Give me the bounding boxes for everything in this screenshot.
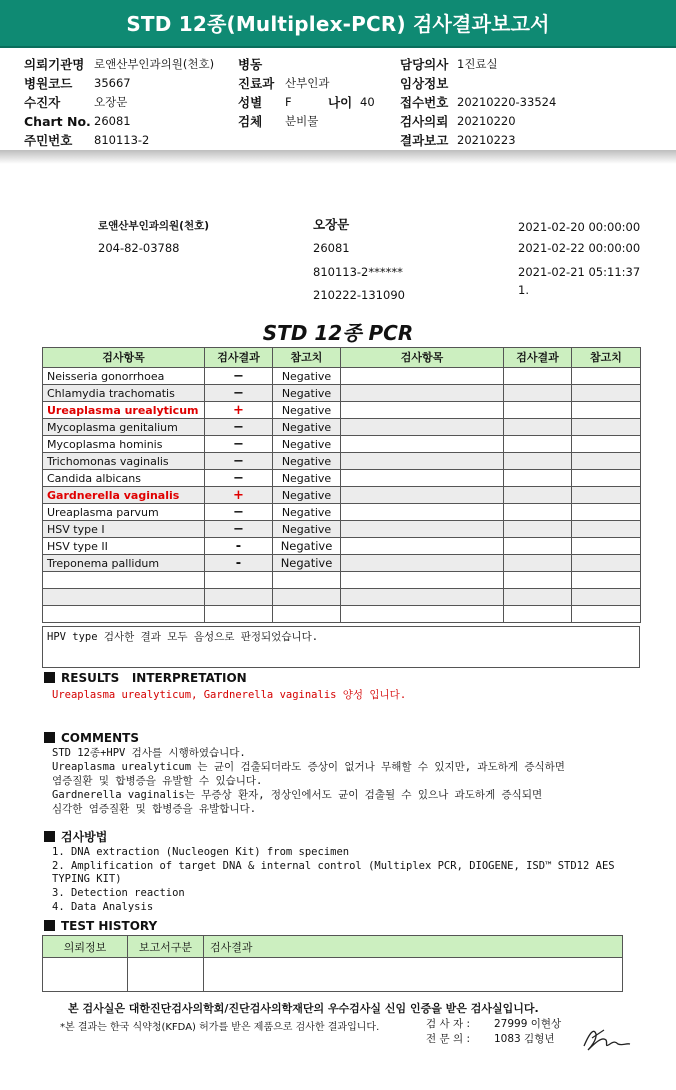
empty-cell xyxy=(504,555,572,572)
bullet-square-icon xyxy=(44,920,55,931)
table-row xyxy=(43,572,641,589)
bullet-square-icon xyxy=(44,672,55,683)
hosp-code-label: 병원코드 xyxy=(24,76,73,91)
test-ref-cell: Negative xyxy=(273,538,341,555)
age-value: 40 xyxy=(360,95,375,109)
dept-value: 산부인과 xyxy=(285,76,330,90)
col-header-result: 검사결과 xyxy=(205,348,273,368)
history-col-result: 검사결과 xyxy=(204,936,623,958)
request-field xyxy=(400,113,516,130)
empty-cell xyxy=(504,504,572,521)
empty-cell xyxy=(341,555,504,572)
empty-cell xyxy=(572,538,641,555)
chart-value: 26081 xyxy=(94,114,131,128)
result-sign: + xyxy=(233,487,244,503)
doctor-label: 담당의사 xyxy=(400,57,449,72)
test-result-cell xyxy=(205,470,273,487)
result-sign: − xyxy=(233,436,244,452)
id-field xyxy=(24,132,150,149)
chart-field xyxy=(24,113,131,130)
table-row xyxy=(43,487,641,504)
history-col-request: 의뢰정보 xyxy=(43,936,128,958)
test-result-cell xyxy=(205,521,273,538)
empty-cell xyxy=(572,402,641,419)
table-row xyxy=(43,521,641,538)
test-item-cell: Mycoplasma hominis xyxy=(43,436,205,453)
empty-cell xyxy=(341,521,504,538)
empty-cell xyxy=(341,572,504,589)
test-result-cell xyxy=(205,436,273,453)
test-item-cell: Candida albicans xyxy=(43,470,205,487)
history-cell xyxy=(204,958,623,992)
test-item-cell: Chlamydia trachomatis xyxy=(43,385,205,402)
empty-cell xyxy=(504,521,572,538)
dept-field xyxy=(238,75,330,92)
test-result-cell xyxy=(205,538,273,555)
empty-cell xyxy=(341,436,504,453)
org-label: 의뢰기관명 xyxy=(24,57,85,72)
empty-cell xyxy=(273,589,341,606)
header-divider xyxy=(0,150,676,164)
patient-label: 수진자 xyxy=(24,95,61,110)
age-label: 나이 xyxy=(328,95,353,110)
empty-cell xyxy=(205,589,273,606)
test-ref-cell: Negative xyxy=(273,385,341,402)
test-result-cell xyxy=(205,504,273,521)
test-ref-cell: Negative xyxy=(273,487,341,504)
bullet-square-icon xyxy=(44,732,55,743)
comments-line-3: 염증질환 및 합병증을 유발할 수 있습니다. xyxy=(52,775,263,787)
request-value: 20210220 xyxy=(457,114,516,128)
test-item-cell: Ureaplasma urealyticum xyxy=(43,402,205,419)
comments-line-2: Ureaplasma urealyticum 는 균이 검출되더라도 증상이 없거나 무해할 수 있지만, 과도하게 증식하면 xyxy=(52,761,565,773)
history-heading-text: TEST HISTORY xyxy=(61,919,158,933)
empty-cell xyxy=(504,368,572,385)
test-ref-cell: Negative xyxy=(273,368,341,385)
empty-cell xyxy=(205,606,273,623)
empty-cell xyxy=(273,606,341,623)
hosp-code-field xyxy=(24,75,131,92)
table-row xyxy=(43,470,641,487)
empty-cell xyxy=(341,538,504,555)
bullet-square-icon xyxy=(44,831,55,842)
specimen-field xyxy=(238,113,319,130)
method-line-3: TYPING KIT) xyxy=(52,873,122,885)
empty-cell xyxy=(572,419,641,436)
empty-cell xyxy=(341,419,504,436)
table-row xyxy=(43,589,641,606)
sex-field xyxy=(238,94,292,111)
result-sign: − xyxy=(233,453,244,469)
empty-cell xyxy=(572,470,641,487)
test-result-cell xyxy=(205,487,273,504)
results-table-header xyxy=(43,348,641,368)
specimen-value: 분비물 xyxy=(285,114,319,128)
empty-cell xyxy=(43,572,205,589)
method-line-2: 2. Amplification of target DNA & internal control (Multiplex PCR, DIOGENE, ISD™ STD12 AES xyxy=(52,860,615,872)
empty-cell xyxy=(43,606,205,623)
history-cell xyxy=(128,958,204,992)
empty-cell xyxy=(572,572,641,589)
test-item-cell: HSV type I xyxy=(43,521,205,538)
empty-cell xyxy=(572,453,641,470)
info-date1: 2021-02-20 00:00:00 xyxy=(518,220,641,234)
empty-cell xyxy=(572,606,641,623)
expert-label: 전 문 의 : xyxy=(426,1033,470,1045)
empty-cell xyxy=(504,606,572,623)
empty-cell xyxy=(572,589,641,606)
sex-label: 성별 xyxy=(238,95,263,110)
empty-cell xyxy=(572,487,641,504)
test-item-cell: Neisseria gonorrhoea xyxy=(43,368,205,385)
empty-cell xyxy=(572,504,641,521)
test-result-cell xyxy=(205,368,273,385)
results-table xyxy=(42,347,641,623)
info-sample: 210222-131090 xyxy=(313,288,405,302)
empty-cell xyxy=(572,436,641,453)
empty-cell xyxy=(341,402,504,419)
report-header xyxy=(0,53,676,153)
specimen-label: 검체 xyxy=(238,114,263,129)
result-sign: − xyxy=(233,385,244,401)
report-date-value: 20210223 xyxy=(457,133,516,147)
empty-cell xyxy=(572,555,641,572)
test-result-cell xyxy=(205,555,273,572)
table-row xyxy=(43,538,641,555)
col-header-item: 검사항목 xyxy=(43,348,205,368)
empty-cell xyxy=(572,521,641,538)
report-date-label: 결과보고 xyxy=(400,133,449,148)
comments-heading-text: COMMENTS xyxy=(61,731,139,745)
empty-cell xyxy=(341,453,504,470)
table-row xyxy=(43,453,641,470)
hpv-note: HPV type 검사한 결과 모두 음성으로 판정되었습니다. xyxy=(42,626,640,668)
test-ref-cell: Negative xyxy=(273,402,341,419)
patient-value: 오장문 xyxy=(94,95,128,109)
info-bizno: 204-82-03788 xyxy=(98,241,180,255)
info-date3-cont: 1. xyxy=(518,283,529,297)
clinical-field xyxy=(400,75,448,92)
empty-cell xyxy=(572,385,641,402)
test-result-cell xyxy=(205,385,273,402)
result-sign: − xyxy=(233,521,244,537)
clinical-label: 임상정보 xyxy=(400,76,449,91)
test-ref-cell: Negative xyxy=(273,555,341,572)
col-header-ref-2: 참고치 xyxy=(572,348,641,368)
test-item-cell: Trichomonas vaginalis xyxy=(43,453,205,470)
tester-value: 27999 이현상 xyxy=(494,1018,562,1030)
test-ref-cell: Negative xyxy=(273,419,341,436)
method-line-1: 1. DNA extraction (Nucleogen Kit) from specimen xyxy=(52,846,350,858)
request-label: 검사의뢰 xyxy=(400,114,449,129)
history-col-type: 보고서구분 xyxy=(128,936,204,958)
info-org: 로앤산부인과의원(천호) xyxy=(98,220,210,232)
receipt-value: 20210220-33524 xyxy=(457,95,557,109)
empty-cell xyxy=(504,589,572,606)
table-row xyxy=(43,606,641,623)
id-value: 810113-2 xyxy=(94,133,150,147)
empty-cell xyxy=(504,487,572,504)
empty-cell xyxy=(341,487,504,504)
chart-label: Chart No. xyxy=(24,114,91,129)
receipt-label: 접수번호 xyxy=(400,95,449,110)
empty-cell xyxy=(504,402,572,419)
info-name: 오장문 xyxy=(313,217,350,232)
report-title: STD 12종(Multiplex-PCR) 검사결과보고서 xyxy=(0,0,676,48)
id-label: 주민번호 xyxy=(24,133,73,148)
results-heading xyxy=(44,671,247,685)
results-text: Ureaplasma urealyticum, Gardnerella vaginalis 양성 입니다. xyxy=(52,689,407,701)
section-title: STD 12종 PCR xyxy=(262,321,414,345)
method-line-4: 3. Detection reaction xyxy=(52,887,185,899)
method-heading-text: 검사방법 xyxy=(61,830,108,844)
empty-cell xyxy=(504,470,572,487)
test-item-cell: Mycoplasma genitalium xyxy=(43,419,205,436)
patient-field xyxy=(24,94,128,111)
table-row xyxy=(43,504,641,521)
empty-cell xyxy=(341,606,504,623)
table-row xyxy=(43,368,641,385)
empty-cell xyxy=(504,453,572,470)
certification-text: 본 검사실은 대한진단검사의학회/진단검사의학재단의 우수검사실 신임 인증을 받은 검사실입니다. xyxy=(68,1002,539,1015)
test-ref-cell: Negative xyxy=(273,453,341,470)
test-ref-cell: Negative xyxy=(273,521,341,538)
history-table xyxy=(42,935,623,992)
org-value: 로앤산부인과의원(천호) xyxy=(94,57,215,71)
doctor-field xyxy=(400,56,498,73)
signature-icon xyxy=(580,1024,632,1054)
org-field xyxy=(24,56,215,73)
table-row xyxy=(43,402,641,419)
test-result-cell xyxy=(205,419,273,436)
history-heading xyxy=(44,919,157,933)
test-item-cell: Treponema pallidum xyxy=(43,555,205,572)
history-empty-row xyxy=(43,958,623,992)
empty-cell xyxy=(504,385,572,402)
table-row xyxy=(43,555,641,572)
comments-heading xyxy=(44,731,139,745)
comments-line-4: Gardnerella vaginalis는 무증상 환자, 정상인에서도 균이 검출될 수 있으나 과도하게 증식되면 xyxy=(52,789,543,801)
result-sign: − xyxy=(233,419,244,435)
info-date2: 2021-02-22 00:00:00 xyxy=(518,241,641,255)
test-result-cell xyxy=(205,453,273,470)
empty-cell xyxy=(572,368,641,385)
empty-cell xyxy=(341,385,504,402)
result-sign: − xyxy=(233,504,244,520)
ward-label: 병동 xyxy=(238,57,263,72)
test-ref-cell: Negative xyxy=(273,504,341,521)
ward-field xyxy=(238,56,262,73)
empty-cell xyxy=(341,470,504,487)
method-heading xyxy=(44,828,107,845)
expert-value: 1083 김형년 xyxy=(494,1033,555,1045)
empty-cell xyxy=(504,538,572,555)
hosp-code-value: 35667 xyxy=(94,76,131,90)
empty-cell xyxy=(341,368,504,385)
sex-value: F xyxy=(285,95,292,109)
test-ref-cell: Negative xyxy=(273,470,341,487)
report-date-field xyxy=(400,132,516,149)
comments-line-5: 심각한 염증질환 및 합병증을 유발합니다. xyxy=(52,803,257,815)
info-idno: 810113-2****** xyxy=(313,265,403,279)
empty-cell xyxy=(341,504,504,521)
info-date3: 2021-02-21 05:11:37 xyxy=(518,265,641,279)
empty-cell xyxy=(504,572,572,589)
table-row xyxy=(43,385,641,402)
empty-cell xyxy=(504,419,572,436)
table-row xyxy=(43,436,641,453)
empty-cell xyxy=(205,572,273,589)
test-item-cell: Gardnerella vaginalis xyxy=(43,487,205,504)
col-header-item-2: 검사항목 xyxy=(341,348,504,368)
receipt-field xyxy=(400,94,557,111)
table-row xyxy=(43,419,641,436)
result-sign: − xyxy=(233,470,244,486)
test-result-cell xyxy=(205,402,273,419)
empty-cell xyxy=(43,589,205,606)
results-heading-text: RESULTS INTERPRETATION xyxy=(61,671,247,685)
kfda-text: *본 결과는 한국 식약청(KFDA) 허가를 받은 제품으로 검사한 결과입니다. xyxy=(60,1022,380,1033)
dept-label: 진료과 xyxy=(238,76,275,91)
test-item-cell: HSV type II xyxy=(43,538,205,555)
tester-label: 검 사 자 : xyxy=(426,1018,470,1030)
col-header-ref: 참고치 xyxy=(273,348,341,368)
result-sign: + xyxy=(233,402,244,418)
empty-cell xyxy=(341,589,504,606)
history-header-row xyxy=(43,936,623,958)
test-ref-cell: Negative xyxy=(273,436,341,453)
method-line-5: 4. Data Analysis xyxy=(52,901,154,913)
result-sign: − xyxy=(233,368,244,384)
empty-cell xyxy=(504,436,572,453)
age-field xyxy=(328,94,375,111)
doctor-value: 1진료실 xyxy=(457,57,498,71)
col-header-result-2: 검사결과 xyxy=(504,348,572,368)
comments-line-1: STD 12종+HPV 검사를 시행하였습니다. xyxy=(52,747,246,759)
history-cell xyxy=(43,958,128,992)
result-sign: - xyxy=(235,538,242,554)
empty-cell xyxy=(273,572,341,589)
info-chart: 26081 xyxy=(313,241,350,255)
test-item-cell: Ureaplasma parvum xyxy=(43,504,205,521)
result-sign: - xyxy=(235,555,242,571)
